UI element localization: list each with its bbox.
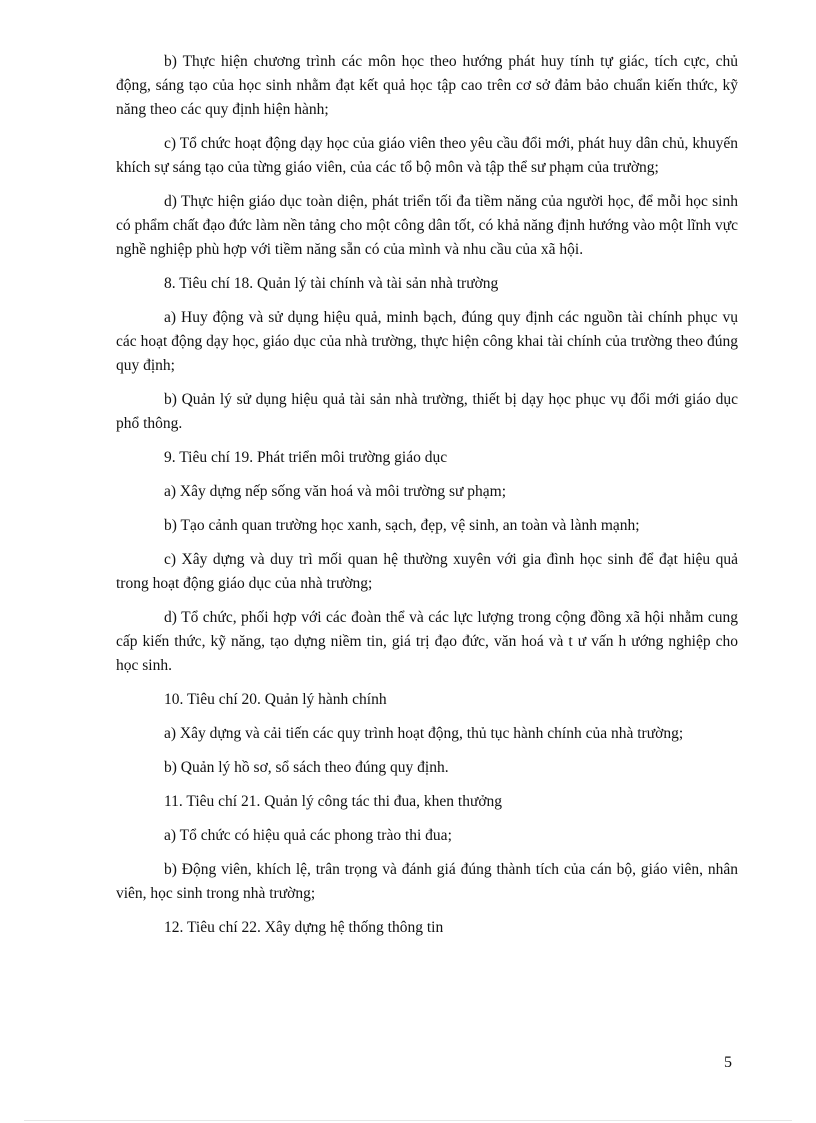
page-number: 5: [724, 1054, 732, 1071]
paragraph: a) Xây dựng nếp sống văn hoá và môi trường sư phạm;: [164, 483, 507, 500]
section-heading: 10. Tiêu chí 20. Quản lý hành chính: [164, 691, 387, 708]
paragraph: b) Tạo cảnh quan trường học xanh, sạch, đẹp, vệ sinh, an toàn và lành mạnh;: [164, 517, 640, 534]
section-heading: 11. Tiêu chí 21. Quản lý công tác thi đua, khen thưởng: [164, 793, 503, 810]
paragraph: d) Thực hiện giáo dục toàn diện, phát triển tối đa tiềm năng của người học, để mỗi học sinh có phẩm chất đạo đức làm nền tảng cho một công dân tốt, có khả năng định hướng vào một lĩnh vực nghề nghiệp phù hợp với tiềm năng sẵn có của mình và nhu cầu của xã hội.: [116, 193, 738, 258]
page-bottom-edge: [24, 1120, 792, 1121]
paragraph: a) Tổ chức có hiệu quả các phong trào thi đua;: [164, 827, 452, 844]
section-heading: 12. Tiêu chí 22. Xây dựng hệ thống thông tin: [164, 919, 444, 936]
section-heading: 9. Tiêu chí 19. Phát triển môi trường giáo dục: [164, 449, 448, 466]
paragraph: b) Quản lý sử dụng hiệu quả tài sản nhà trường, thiết bị dạy học phục vụ đổi mới giáo dục phổ thông.: [116, 391, 738, 432]
document-body: [116, 50, 738, 950]
paragraph: a) Xây dựng và cải tiến các quy trình hoạt động, thủ tục hành chính của nhà trường;: [164, 725, 684, 742]
paragraph: b) Quản lý hồ sơ, sổ sách theo đúng quy định.: [164, 759, 449, 776]
paragraph: c) Xây dựng và duy trì mối quan hệ thường xuyên với gia đình học sinh để đạt hiệu quả trong hoạt động giáo dục của nhà trường;: [116, 551, 738, 592]
paragraph: b) Thực hiện chương trình các môn học theo hướng phát huy tính tự giác, tích cực, chủ động, sáng tạo của học sinh nhằm đạt kết quả học tập cao trên cơ sở đảm bảo chuẩn kiến thức, kỹ năng theo các quy định hiện hành;: [116, 53, 738, 118]
paragraph: c) Tổ chức hoạt động dạy học của giáo viên theo yêu cầu đổi mới, phát huy dân chủ, khuyến khích sự sáng tạo của từng giáo viên, của các tổ bộ môn và tập thể sư phạm của trường;: [116, 135, 738, 176]
section-heading: 8. Tiêu chí 18. Quản lý tài chính và tài sản nhà trường: [164, 275, 499, 292]
paragraph: d) Tổ chức, phối hợp với các đoàn thể và các lực lượng trong cộng đồng xã hội nhằm cung cấp kiến thức, kỹ năng, tạo dựng niềm tin, giá trị đạo đức, văn hoá và t ư vấn h ướng nghiệp cho học sinh.: [116, 609, 738, 674]
paragraph: a) Huy động và sử dụng hiệu quả, minh bạch, đúng quy định các nguồn tài chính phục vụ các hoạt động dạy học, giáo dục của nhà trường, thực hiện công khai tài chính của trường theo đúng quy định;: [116, 309, 738, 374]
paragraph: b) Động viên, khích lệ, trân trọng và đánh giá đúng thành tích của cán bộ, giáo viên, nhân viên, học sinh trong nhà trường;: [116, 861, 738, 902]
